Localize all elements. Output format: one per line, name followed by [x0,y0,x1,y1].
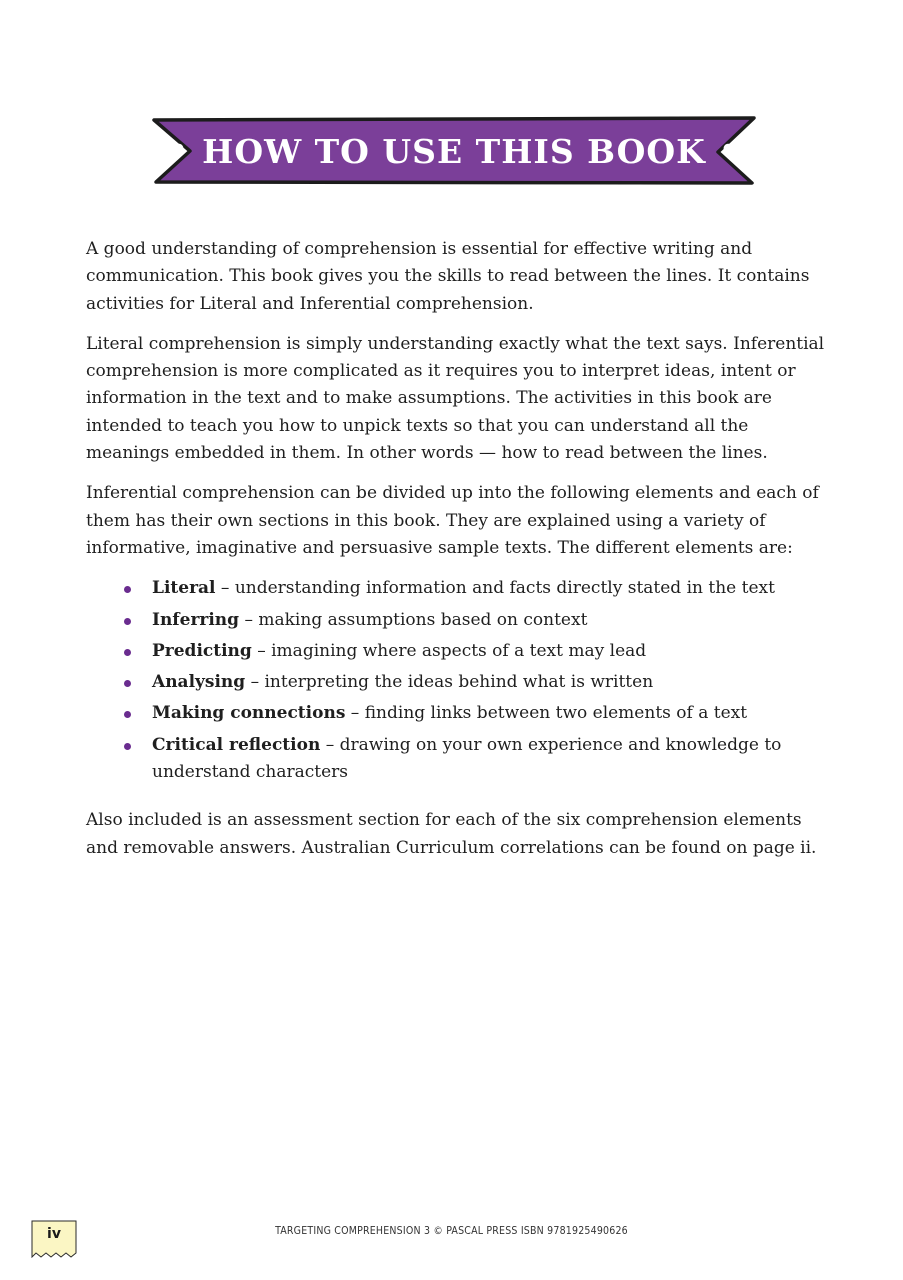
element-description: – interpreting the ideas behind what is written [245,672,654,693]
element-term: Literal [152,578,216,599]
list-item-inferring [152,607,826,634]
page-number-tab [31,1220,77,1258]
list-item-analysing [152,669,826,696]
element-description: – drawing on your own experience and knowledge to understand characters [152,734,782,783]
intro-paragraph-3: Inferential comprehension can be divided up into the following elements and each of them has their own sections in this book. They are explained using a variety of informative, imaginative and persuasive sample texts. The different elements are: [86,483,819,558]
page-title: HOW TO USE THIS BOOK [202,131,706,171]
intro-paragraph-1: A good understanding of comprehension is essential for effective writing and communication. This book gives you the skills to read between the lines. It contains activities for Literal and Inferential comprehension. [86,239,810,314]
body-text [86,236,826,875]
elements-list [86,575,826,786]
element-term: Analysing [152,672,246,693]
list-item-making-connections [152,700,826,727]
footer-copyright: TARGETING COMPREHENSION 3 © PASCAL PRESS ISBN 9781925490626 [275,1225,628,1237]
element-term: Critical reflection [152,734,321,755]
closing-paragraph: Also included is an assessment section for each of the six comprehension elements and removable answers. Australian Curriculum correlations can be found on page ii. [86,810,817,858]
bullet-icon [124,649,131,656]
list-item-critical-reflection [152,732,826,787]
banner-title-row [150,112,758,190]
element-description: – imagining where aspects of a text may lead [251,640,647,661]
element-term: Making connections [152,703,346,724]
list-item-literal [152,575,826,602]
element-description: – finding links between two elements of a text [345,703,748,724]
bullet-icon [124,743,131,750]
title-banner [150,112,758,190]
bullet-icon [124,618,131,625]
list-item-predicting [152,638,826,665]
element-term: Inferring [152,609,240,630]
page-number: iv [47,1226,61,1242]
banner-dot-left: • [170,135,189,165]
bullet-icon [124,680,131,687]
banner-dot-right: • [719,135,738,165]
element-description: – making assumptions based on context [239,609,588,630]
bullet-icon [124,711,131,718]
element-term: Predicting [152,640,252,661]
bullet-icon [124,586,131,593]
intro-paragraph-2: Literal comprehension is simply understanding exactly what the text says. Inferential comprehension is more complicated as it requires you to interpret ideas, intent or information in the text and to make assumptions. The activities in this book are intended to teach you how to unpick texts so that you can understand all the meanings embedded in them. In other words — how to read between the lines. [86,333,825,464]
element-description: – understanding information and facts directly stated in the text [215,578,775,599]
